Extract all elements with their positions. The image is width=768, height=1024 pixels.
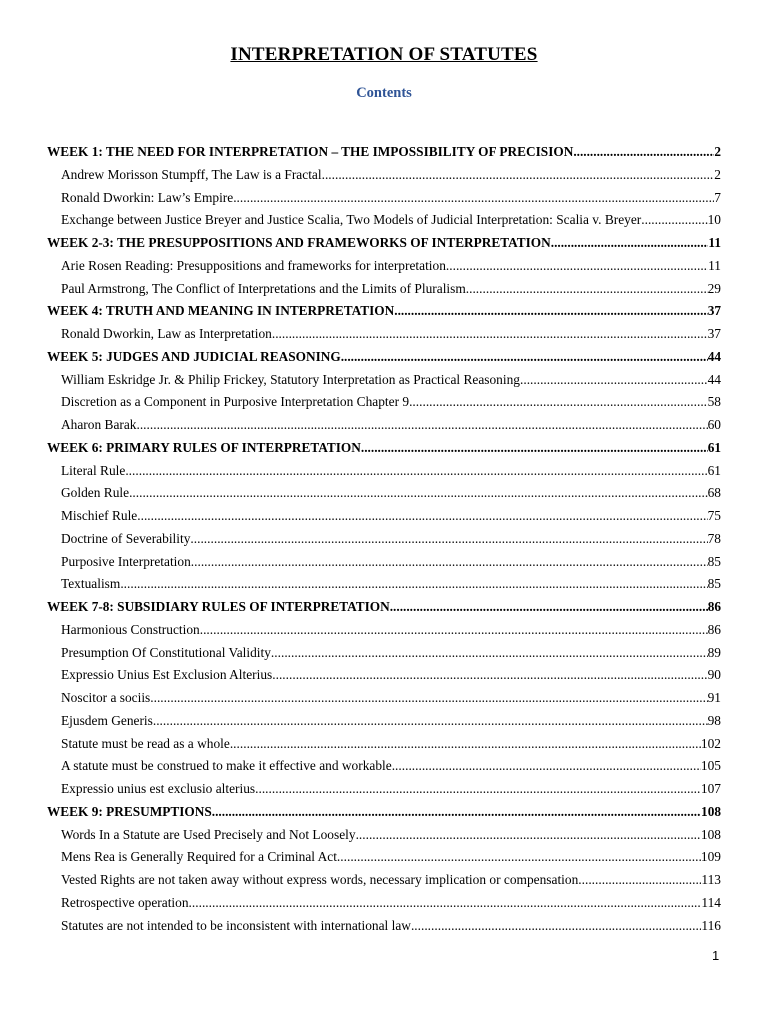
toc-dot-leader xyxy=(520,372,708,388)
toc-entry[interactable] xyxy=(47,576,721,599)
toc-dot-leader xyxy=(578,872,701,888)
toc-week-heading[interactable] xyxy=(47,144,721,167)
toc-entry-title: Exchange between Justice Breyer and Justice Scalia, Two Models of Judicial Interpretation: Scalia v. Breyer xyxy=(61,212,642,228)
toc-page-number: 107 xyxy=(700,781,721,796)
toc-dot-leader xyxy=(129,485,708,501)
toc-entry[interactable] xyxy=(47,258,721,281)
toc-entry[interactable] xyxy=(47,554,721,577)
toc-dot-leader xyxy=(272,667,707,683)
toc-page-number: 108 xyxy=(701,803,721,819)
toc-dot-leader xyxy=(361,440,708,456)
toc-entry-title: WEEK 9: PRESUMPTIONS xyxy=(47,803,212,819)
toc-dot-leader xyxy=(573,144,714,160)
toc-dot-leader xyxy=(409,394,708,410)
toc-entry[interactable] xyxy=(47,622,721,645)
toc-entry[interactable] xyxy=(47,167,721,190)
toc-entry-title: Expressio unius est exclusio alterius xyxy=(61,781,256,796)
toc-page-number: 75 xyxy=(707,508,721,523)
toc-entry-title: Noscitor a sociis xyxy=(61,690,151,705)
toc-entry[interactable] xyxy=(47,690,721,713)
toc-page-number: 86 xyxy=(707,599,721,614)
toc-entry-title: Retrospective operation xyxy=(61,894,189,910)
toc-entry-title: William Eskridge Jr. & Philip Frickey, Statutory Interpretation as Practical Reasoning xyxy=(61,371,520,387)
toc-week-heading[interactable] xyxy=(47,303,721,326)
toc-week-heading[interactable] xyxy=(47,349,721,372)
toc-entry[interactable] xyxy=(47,895,721,918)
toc-page-number: 85 xyxy=(707,553,721,569)
toc-entry-title: WEEK 7-8: SUBSIDIARY RULES OF INTERPRETATION xyxy=(47,599,390,614)
toc-week-heading[interactable] xyxy=(47,235,721,258)
toc-page-number: 61 xyxy=(707,439,721,455)
toc-dot-leader xyxy=(390,599,708,615)
toc-entry[interactable] xyxy=(47,758,721,781)
toc-entry-title: WEEK 1: THE NEED FOR INTERPRETATION – THE IMPOSSIBILITY OF PRECISION xyxy=(47,144,574,159)
toc-page-number: 29 xyxy=(707,280,721,296)
contents-heading[interactable]: Contents xyxy=(356,85,412,101)
toc-week-heading[interactable] xyxy=(47,804,721,827)
toc-entry[interactable] xyxy=(47,485,721,508)
toc-page-number: 60 xyxy=(707,417,721,432)
toc-dot-leader xyxy=(337,849,701,865)
toc-entry-title: Andrew Morisson Stumpff, The Law is a Fractal xyxy=(61,166,322,182)
toc-dot-leader xyxy=(212,804,701,820)
toc-entry[interactable] xyxy=(47,326,721,349)
toc-page-number: 11 xyxy=(708,235,721,250)
toc-entry[interactable] xyxy=(47,849,721,872)
toc-entry-title: Doctrine of Severability xyxy=(61,530,191,546)
toc-dot-leader xyxy=(150,690,707,706)
toc-entry[interactable] xyxy=(47,667,721,690)
toc-entry[interactable] xyxy=(47,281,721,304)
toc-page-number: 114 xyxy=(701,894,721,910)
toc-page-number: 86 xyxy=(707,621,721,637)
toc-entry-title: Arie Rosen Reading: Presuppositions and frameworks for interpretation xyxy=(61,257,446,273)
toc-dot-leader xyxy=(255,781,701,797)
toc-entry-title: Vested Rights are not taken away without express words, necessary implication or compensation xyxy=(61,872,579,887)
toc-entry-title: WEEK 2-3: THE PRESUPPOSITIONS AND FRAMEWORKS OF INTERPRETATION xyxy=(47,235,551,250)
toc-entry-title: Golden Rule xyxy=(61,485,130,501)
toc-dot-leader xyxy=(394,303,707,319)
toc-dot-leader xyxy=(233,190,714,206)
toc-dot-leader xyxy=(125,463,707,479)
toc-dot-leader xyxy=(411,918,701,934)
toc-page-number: 37 xyxy=(707,303,721,319)
toc-entry[interactable] xyxy=(47,736,721,759)
toc-entry-title: Statute must be read as a whole xyxy=(61,735,230,751)
toc-entry[interactable] xyxy=(47,394,721,417)
toc-page-number: 58 xyxy=(707,394,721,410)
toc-page-number: 89 xyxy=(707,644,721,660)
toc-entry[interactable] xyxy=(47,508,721,531)
toc-page-number: 98 xyxy=(707,712,721,728)
toc-week-heading[interactable] xyxy=(47,599,721,622)
toc-page-number: 37 xyxy=(707,326,721,341)
toc-entry[interactable] xyxy=(47,417,721,440)
toc-entry[interactable] xyxy=(47,372,721,395)
toc-page-number: 78 xyxy=(707,530,721,546)
toc-page-number: 10 xyxy=(707,212,721,228)
toc-entry-title: Literal Rule xyxy=(61,462,126,478)
toc-page-number: 108 xyxy=(700,826,721,842)
toc-page-number: 85 xyxy=(707,576,721,592)
toc-dot-leader xyxy=(191,554,708,570)
toc-page-number: 116 xyxy=(701,917,721,933)
toc-dot-leader xyxy=(272,326,708,342)
toc-dot-leader xyxy=(189,895,702,911)
toc-entry-title: Purposive Interpretation xyxy=(61,553,191,569)
toc-dot-leader xyxy=(200,622,708,638)
toc-dot-leader xyxy=(341,349,708,365)
toc-entry-title: WEEK 5: JUDGES AND JUDICIAL REASONING xyxy=(47,348,341,364)
toc-entry-title: Ronald Dworkin: Law’s Empire xyxy=(61,189,234,205)
toc-dot-leader xyxy=(153,713,708,729)
toc-entry-title: Textualism xyxy=(61,576,121,592)
toc-entry-title: WEEK 4: TRUTH AND MEANING IN INTERPRETATION xyxy=(47,303,395,319)
toc-dot-leader xyxy=(466,281,708,297)
toc-entry-title: WEEK 6: PRIMARY RULES OF INTERPRETATION xyxy=(47,439,361,455)
toc-page-number: 109 xyxy=(700,849,721,865)
toc-entry-title: Ejusdem Generis xyxy=(61,712,153,728)
toc-entry-title: Expressio Unius Est Exclusion Alterius xyxy=(61,667,273,683)
toc-entry-title: Discretion as a Component in Purposive Interpretation Chapter 9 xyxy=(61,394,410,410)
toc-entry-title: Statutes are not intended to be inconsistent with international law xyxy=(61,917,411,933)
toc-entry-title: Mischief Rule xyxy=(61,508,138,523)
toc-page-number: 44 xyxy=(707,348,721,364)
toc-dot-leader xyxy=(271,645,708,661)
toc-dot-leader xyxy=(446,258,708,274)
toc-entry-title: A statute must be construed to make it effective and workable xyxy=(61,758,392,774)
toc-entry[interactable] xyxy=(47,781,721,804)
toc-dot-leader xyxy=(136,417,707,433)
toc-page-number: 102 xyxy=(700,735,721,751)
toc-entry-title: Mens Rea is Generally Required for a Criminal Act xyxy=(61,849,337,865)
toc-entry[interactable] xyxy=(47,190,721,213)
toc-dot-leader xyxy=(641,212,707,228)
toc-page-number: 113 xyxy=(701,872,721,887)
toc-page-number: 61 xyxy=(707,462,721,478)
toc-page-number: 44 xyxy=(707,371,721,387)
toc-dot-leader xyxy=(230,736,701,752)
toc-page-number: 7 xyxy=(714,189,721,205)
toc-entry[interactable] xyxy=(47,872,721,895)
toc-dot-leader xyxy=(551,235,709,251)
toc-page-number: 2 xyxy=(714,166,721,182)
toc-entry-title: Words In a Statute are Used Precisely and Not Loosely xyxy=(61,826,356,842)
toc-page-number: 68 xyxy=(707,485,721,501)
toc-entry-title: Paul Armstrong, The Conflict of Interpretations and the Limits of Pluralism xyxy=(61,280,466,296)
toc-dot-leader xyxy=(392,758,701,774)
toc-entry-title: Presumption Of Constitutional Validity xyxy=(61,644,271,660)
toc-entry[interactable] xyxy=(47,463,721,486)
toc-entry-title: Ronald Dworkin, Law as Interpretation xyxy=(61,326,272,341)
toc-week-heading[interactable] xyxy=(47,440,721,463)
toc-entry-title: Aharon Barak xyxy=(61,417,137,432)
toc-entry[interactable] xyxy=(47,212,721,235)
toc-entry[interactable] xyxy=(47,827,721,850)
toc-page-number: 91 xyxy=(707,690,721,705)
toc-dot-leader xyxy=(356,827,701,843)
toc-page-number: 2 xyxy=(714,144,721,159)
toc-page-number: 105 xyxy=(700,758,721,774)
toc-dot-leader xyxy=(120,576,707,592)
toc-page-number: 11 xyxy=(708,257,721,273)
toc-dot-leader xyxy=(190,531,707,547)
toc-dot-leader xyxy=(322,167,715,183)
toc-entry[interactable] xyxy=(47,645,721,668)
toc-entry[interactable] xyxy=(47,918,721,941)
toc-page-number: 90 xyxy=(707,667,721,683)
toc-entry[interactable] xyxy=(47,713,721,736)
toc-entry[interactable] xyxy=(47,531,721,554)
table-of-contents xyxy=(47,144,721,940)
page-number: 1 xyxy=(712,948,720,963)
document-title: INTERPRETATION OF STATUTES xyxy=(230,44,538,65)
toc-dot-leader xyxy=(137,508,707,524)
toc-entry-title: Harmonious Construction xyxy=(61,621,200,637)
